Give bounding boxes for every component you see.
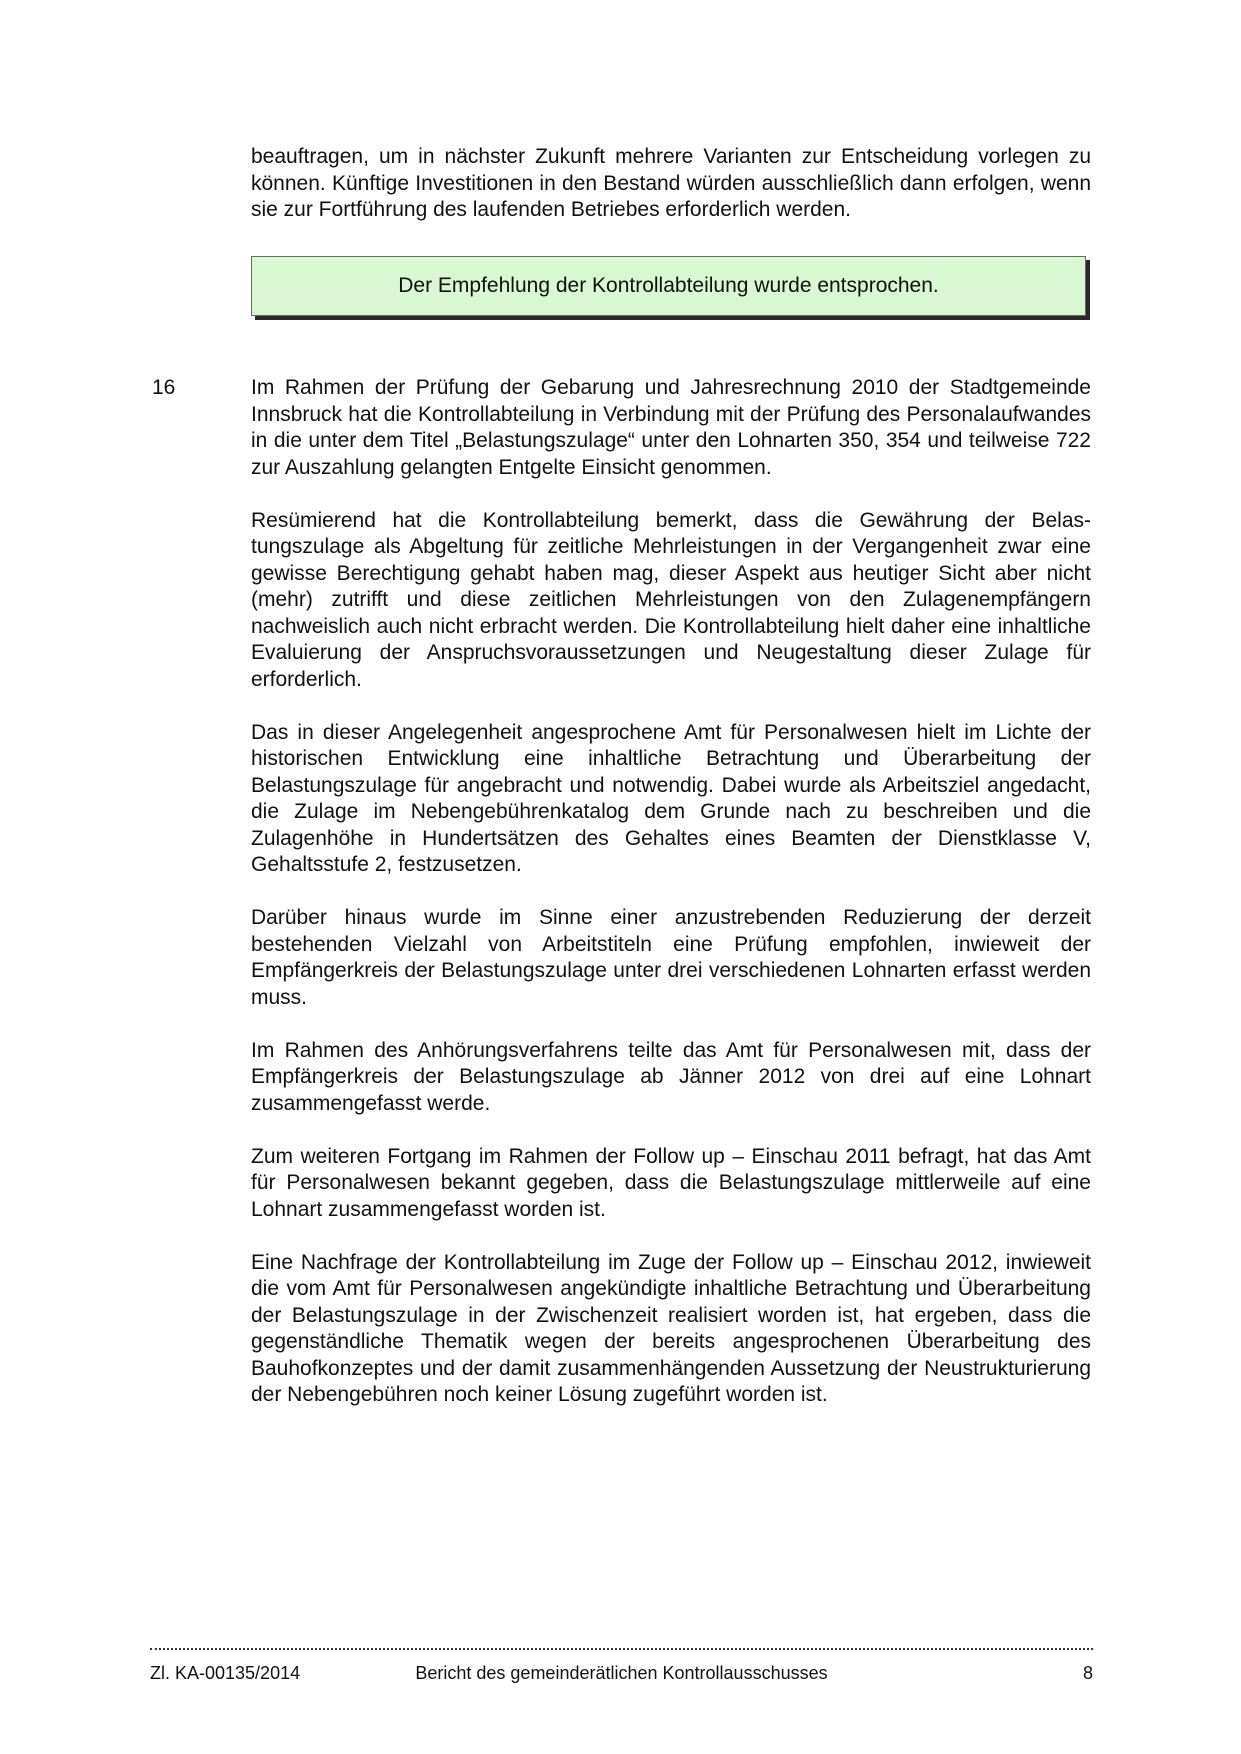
footer-reference: Zl. KA-00135/2014 [150, 1663, 301, 1683]
section-paragraph-6: Zum weiteren Fortgang im Rahmen der Follow up – Einschau 2011 befragt, hat das Amt für Personalwesen bekannt gegeben, dass die Belastungszulage mittlerweile auf eine Lohnart zusammengefasst worden ist. [251, 1144, 1091, 1221]
callout-text: Der Empfehlung der Kontrollabteilung wurde entsprochen. [398, 274, 939, 297]
section-paragraph-7: Eine Nachfrage der Kontrollabteilung im Zuge der Follow up – Einschau 2012, inwieweit die vom Amt für Personalwesen angekündigte inhaltliche Betrachtung und Überarbeitung der Belastungszulage in der Zwischenzeit realisiert worden ist, hat ergeben, dass die gegenständliche Thematik wegen der bereits angesprochenen Überarbeitung des Bauhofkonzeptes und der damit zusammenhängenden Aussetzung der Neustrukturierung der Nebengebühren noch keiner Lösung zugeführt worden ist. [251, 1250, 1091, 1406]
section-paragraph-5: Im Rahmen des Anhörungsverfahrens teilte das Amt für Personalwesen mit, dass der Empfängerkreis der Belastungszulage ab Jänner 2012 von drei auf eine Lohnart zusammengefasst werde. [251, 1038, 1091, 1115]
footer-divider [150, 1648, 1093, 1650]
section-body [251, 375, 1091, 1435]
footer-title: Bericht des gemeinderätlichen Kontrollausschusses [415, 1663, 828, 1683]
intro-paragraph: beauftragen, um in nächster Zukunft mehrere Varianten zur Entscheidung vorlegen zu können. Künftige Investitionen in den Bestand würden ausschließlich dann erfolgen, wenn sie zur Fortführung des laufenden Betriebes erforderlich werden. [251, 145, 1091, 221]
section-paragraph-4: Darüber hinaus wurde im Sinne einer anzustrebenden Reduzierung der derzeit bestehenden Vielzahl von Arbeitstiteln eine Prüfung empfohlen, inwieweit der Empfängerkreis der Belastungszulage unter drei verschiedenen Lohnarten erfasst werden muss. [251, 906, 1091, 1009]
section-paragraph-3: Das in dieser Angelegenheit angesprochene Amt für Personalwesen hielt im Lichte der historischen Entwicklung eine inhaltliche Betrachtung und Überarbeitung der Belastungszulage für angebracht und notwendig. Dabei wurde als Arbeitsziel angedacht, die Zulage im Nebengebührenkatalog dem Grunde nach zu beschreiben und die Zulagenhöhe in Hundertsätzen des Gehaltes eines Beamten der Dienstklasse V, Gehaltsstufe 2, festzusetzen. [251, 720, 1091, 876]
section-paragraph-1: Im Rahmen der Prüfung der Gebarung und Jahresrechnung 2010 der Stadtgemeinde Innsbruck hat die Kontrollabteilung in Verbindung mit der Prüfung des Personalaufwandes in die unter dem Titel „Belastungszulage“ unter den Lohnarten 350, 354 und teilweise 722 zur Auszahlung gelangten Entgelte Einsicht genommen. [251, 376, 1091, 479]
section-paragraph-2: Resümierend hat die Kontrollabteilung bemerkt, dass die Gewährung der Belastungszulage als Abgeltung für zeitliche Mehrleistungen in der Vergangenheit zwar eine gewisse Berechtigung gehabt haben mag, dieser Aspekt aus heutiger Sicht aber nicht (mehr) zutrifft und diese zeitlichen Mehrleistungen von den Zulagenempfängern nachweislich auch nicht erbracht werden. Die Kontrollabteilung hielt daher eine inhaltliche Evaluierung der Anspruchsvoraussetzungen und Neugestaltung dieser Zulage für erforderlich. [251, 508, 1091, 691]
recommendation-callout [251, 256, 1086, 316]
section-number: 16 [152, 376, 176, 399]
page-number: 8 [1082, 1663, 1093, 1683]
